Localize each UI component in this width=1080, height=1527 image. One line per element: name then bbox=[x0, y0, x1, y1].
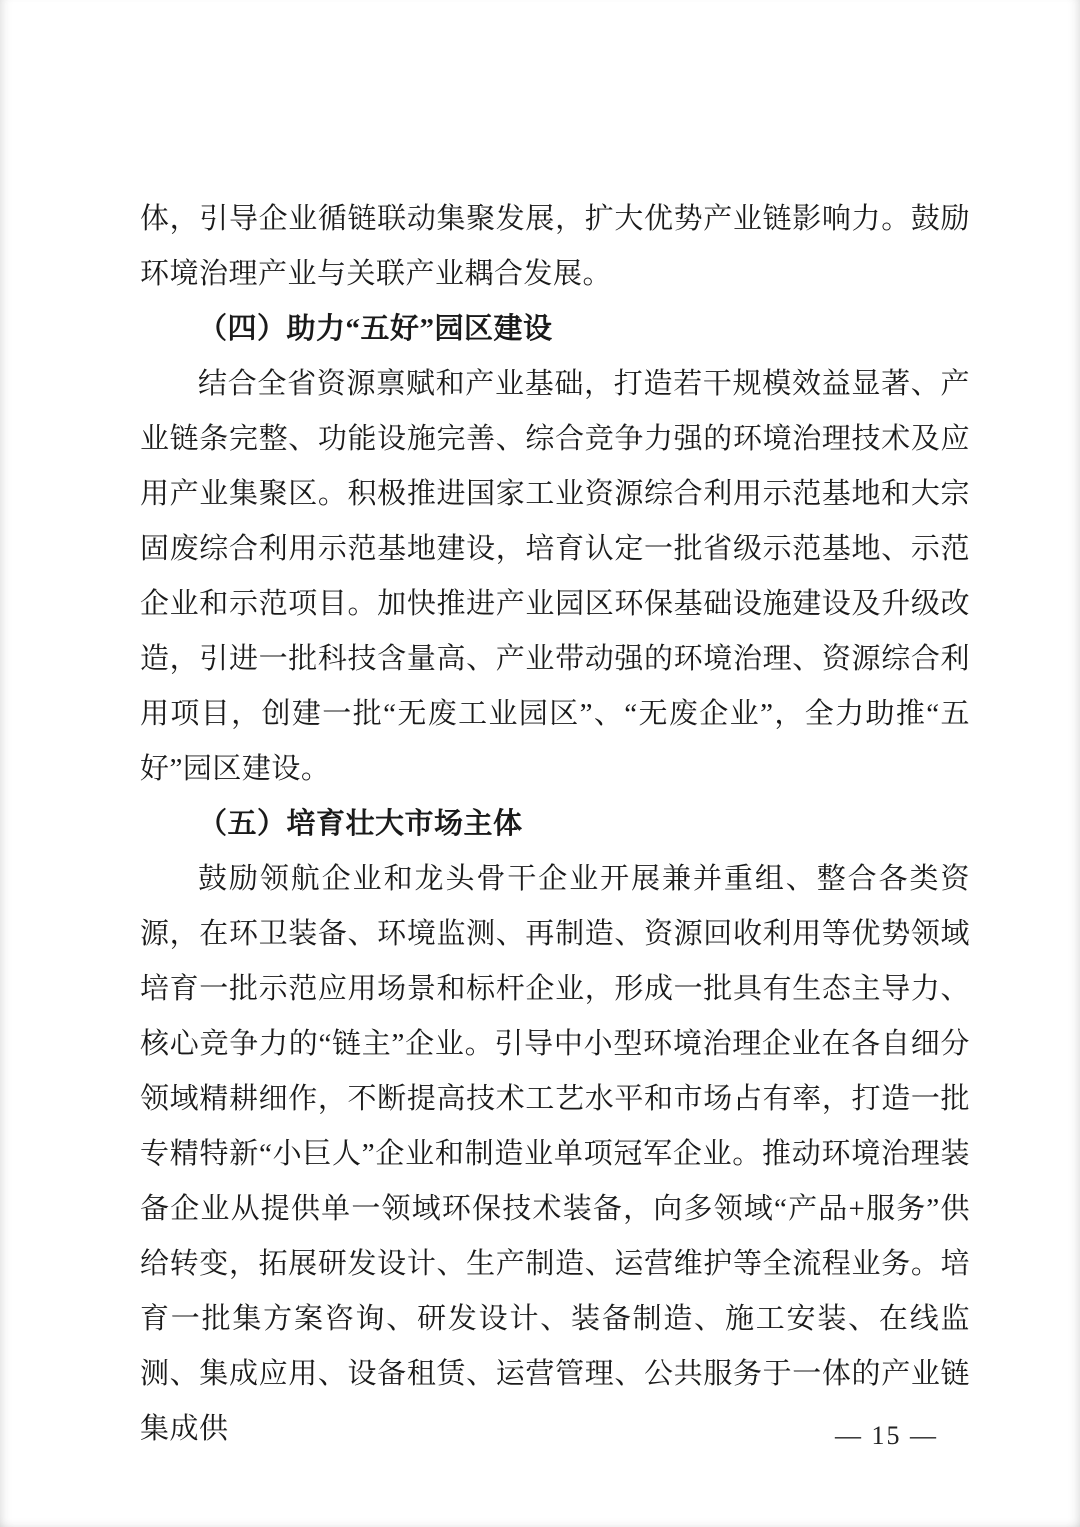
section-five-paragraph: 鼓励领航企业和龙头骨干企业开展兼并重组、整合各类资源，在环卫装备、环境监测、再制造、资源回收利用等优势领域培育一批示范应用场景和标杆企业，形成一批具有生态主导力、核心竞争力的“链主”企业。引导中小型环境治理企业在各自细分领域精耕细作，不断提高技术工艺水平和市场占有率，打造一批专精特新“小巨人”企业和制造业单项冠军企业。推动环境治理装备企业从提供单一领域环保技术装备，向多领域“产品+服务”供给转变，拓展研发设计、生产制造、运营维护等全流程业务。培育一批集方案咨询、研发设计、装备制造、施工安装、在线监测、集成应用、设备租赁、运营管理、公共服务于一体的产业链集成供 bbox=[140, 863, 970, 1445]
section-heading-four: （四）助力“五好”园区建设 bbox=[198, 313, 553, 345]
document-content bbox=[140, 192, 970, 1457]
section-heading-five: （五）培育壮大市场主体 bbox=[198, 808, 523, 840]
section-four-paragraph: 结合全省资源禀赋和产业基础，打造若干规模效益显著、产业链条完整、功能设施完善、综合竞争力强的环境治理技术及应用产业集聚区。积极推进国家工业资源综合利用示范基地和大宗固废综合利用示范基地建设，培育认定一批省级示范基地、示范企业和示范项目。加快推进产业园区环保基础设施建设及升级改造，引进一批科技含量高、产业带动强的环境治理、资源综合利用项目，创建一批“无废工业园区”、“无废企业”，全力助推“五好”园区建设。 bbox=[140, 368, 970, 785]
paragraph-continuation: 体，引导企业循链联动集聚发展，扩大优势产业链影响力。鼓励环境治理产业与关联产业耦合发展。 bbox=[140, 203, 970, 290]
page-number: — 15 — bbox=[835, 1421, 938, 1450]
